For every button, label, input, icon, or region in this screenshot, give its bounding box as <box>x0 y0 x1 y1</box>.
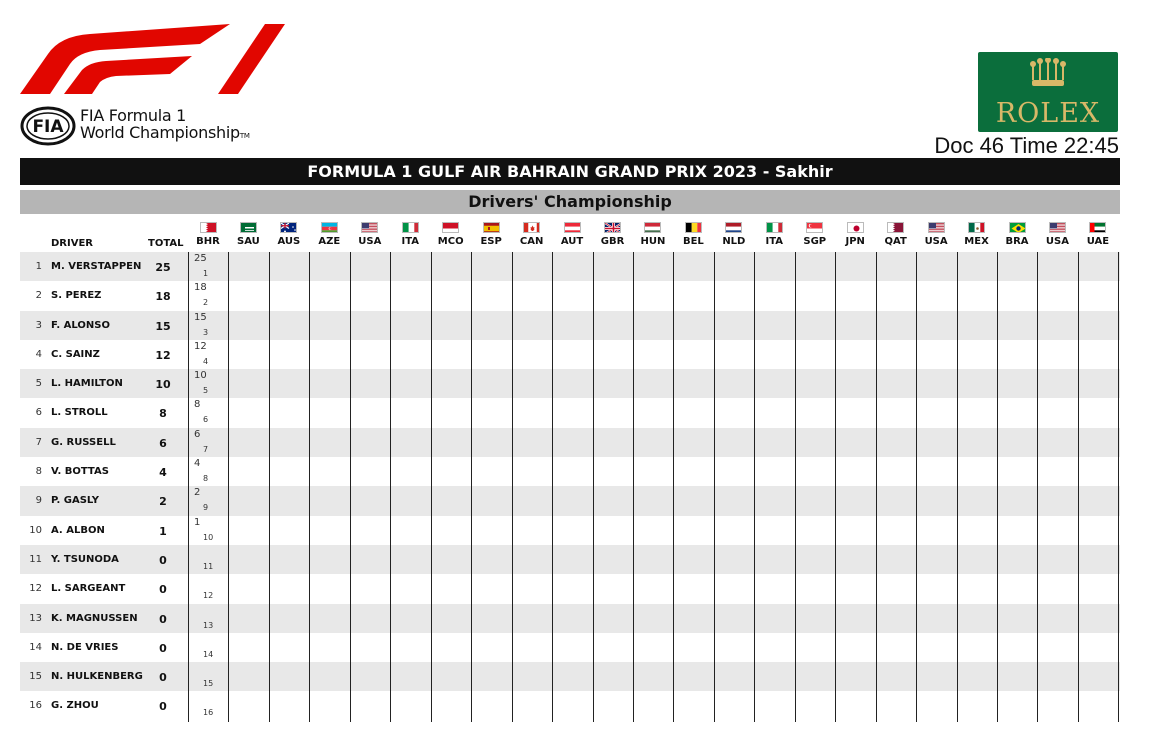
usa-flag-icon <box>361 222 378 233</box>
netherlands-flag-icon <box>725 222 742 233</box>
driver-total: 8 <box>159 407 167 421</box>
driver-total: 15 <box>155 319 171 333</box>
driver-total: 4 <box>159 466 167 480</box>
race-column-header-mco <box>431 220 471 247</box>
driver-name: A. ALBON <box>51 524 105 536</box>
driver-name: L. STROLL <box>51 407 108 419</box>
race-column-header-can <box>512 220 552 247</box>
race-finish-position: 14 <box>203 649 214 659</box>
race-code: SAU <box>237 236 260 247</box>
race-code: AUT <box>560 236 584 247</box>
race-column-header-qat <box>876 220 916 247</box>
uk-flag-icon <box>604 222 621 233</box>
table-row <box>20 457 1120 486</box>
standings-table <box>20 252 1120 721</box>
driver-total: 0 <box>159 553 167 567</box>
driver-total: 0 <box>159 700 167 714</box>
table-row <box>20 398 1120 427</box>
race-column-header-usa <box>916 220 956 247</box>
race-code: BEL <box>682 236 704 247</box>
fia-line1: FIA Formula 1 <box>80 106 187 125</box>
race-code: USA <box>358 236 382 247</box>
table-header <box>20 220 1120 252</box>
driver-position: 15 <box>29 671 42 683</box>
table-row <box>20 604 1120 633</box>
usa-flag-icon <box>1049 222 1066 233</box>
race-finish-position: 2 <box>203 298 209 308</box>
driver-total: 10 <box>155 378 171 392</box>
japan-flag-icon <box>847 222 864 233</box>
bahrain-flag-icon <box>200 222 217 233</box>
race-column-header-uae <box>1078 220 1118 247</box>
driver-position: 7 <box>35 436 42 448</box>
driver-position: 9 <box>35 495 42 507</box>
section-title: Drivers' Championship <box>20 190 1120 214</box>
canada-flag-icon <box>523 222 540 233</box>
table-row <box>20 486 1120 515</box>
race-code: JPN <box>845 236 865 247</box>
race-title: FORMULA 1 GULF AIR BAHRAIN GRAND PRIX 2023 - Sakhir <box>20 158 1120 185</box>
driver-position: 6 <box>35 407 42 419</box>
doc-time: Doc 46 Time 22:45 <box>934 133 1119 158</box>
hungary-flag-icon <box>644 222 661 233</box>
driver-total: 0 <box>159 671 167 685</box>
race-column-header-bel <box>673 220 713 247</box>
driver-name: V. BOTTAS <box>51 466 109 478</box>
race-column-header-gbr <box>593 220 633 247</box>
usa-flag-icon <box>928 222 945 233</box>
race-points: 4 <box>194 458 201 470</box>
race-finish-position: 9 <box>203 503 209 513</box>
fia-tm: TM <box>239 132 250 140</box>
driver-name: K. MAGNUSSEN <box>51 612 138 624</box>
table-row <box>20 252 1120 281</box>
race-column-header-aze <box>309 220 349 247</box>
uae-flag-icon <box>1089 222 1106 233</box>
driver-total: 0 <box>159 612 167 626</box>
race-points: 1 <box>194 516 201 528</box>
driver-total: 12 <box>155 348 171 362</box>
azerbaijan-flag-icon <box>321 222 338 233</box>
race-code: AZE <box>318 236 341 247</box>
race-column-header-mex <box>957 220 997 247</box>
rolex-logo <box>978 52 1118 132</box>
driver-position: 14 <box>29 641 42 653</box>
italy-flag-icon <box>766 222 783 233</box>
race-finish-position: 6 <box>203 415 209 425</box>
race-column-header-usa <box>350 220 390 247</box>
race-finish-position: 16 <box>203 708 214 718</box>
race-code: MCO <box>437 236 464 247</box>
table-row <box>20 516 1120 545</box>
crown-icon <box>1028 58 1068 92</box>
race-finish-position: 13 <box>203 620 214 630</box>
race-code: HUN <box>640 236 666 247</box>
race-column-header-sau <box>228 220 268 247</box>
race-points: 10 <box>194 370 207 382</box>
race-column-header-nld <box>714 220 754 247</box>
race-code: GBR <box>600 236 625 247</box>
driver-name: Y. TSUNODA <box>51 553 119 565</box>
belgium-flag-icon <box>685 222 702 233</box>
race-code: SGP <box>803 236 827 247</box>
race-finish-position: 8 <box>203 474 209 484</box>
race-code: ITA <box>401 236 419 247</box>
fia-line2: World Championship <box>80 123 240 142</box>
driver-name: L. SARGEANT <box>51 583 126 595</box>
table-row <box>20 281 1120 310</box>
table-row <box>20 574 1120 603</box>
race-points: 25 <box>194 253 207 264</box>
driver-position: 5 <box>35 378 42 390</box>
race-points: 12 <box>194 340 207 352</box>
driver-name: C. SAINZ <box>51 348 100 360</box>
driver-name: F. ALONSO <box>51 319 110 331</box>
driver-total: 25 <box>155 261 171 274</box>
table-row <box>20 311 1120 340</box>
driver-position: 12 <box>29 583 42 595</box>
driver-total: 0 <box>159 583 167 597</box>
australia-flag-icon <box>280 222 297 233</box>
driver-name: S. PEREZ <box>51 290 102 302</box>
driver-position: 11 <box>29 553 42 565</box>
race-code: ITA <box>765 236 784 247</box>
table-row <box>20 662 1120 691</box>
table-row <box>20 340 1120 369</box>
driver-total: 2 <box>159 495 167 509</box>
race-code: BHR <box>196 236 220 247</box>
race-column-header-aut <box>552 220 592 247</box>
svg-text:FIA: FIA <box>32 117 64 137</box>
race-finish-position: 15 <box>203 679 214 689</box>
driver-name: G. RUSSELL <box>51 436 116 448</box>
driver-total: 0 <box>159 641 167 655</box>
driver-name: G. ZHOU <box>51 700 99 712</box>
race-points: 6 <box>194 428 201 440</box>
race-code: ESP <box>480 236 502 247</box>
race-points: 2 <box>194 487 201 499</box>
race-column-header-esp <box>471 220 511 247</box>
race-column-header-bhr <box>188 220 228 247</box>
driver-name: N. DE VRIES <box>51 641 119 653</box>
race-code: UAE <box>1086 236 1110 247</box>
driver-name: P. GASLY <box>51 495 99 507</box>
race-column-header-hun <box>633 220 673 247</box>
race-code: USA <box>924 236 948 247</box>
fia-text <box>80 107 250 145</box>
race-code: QAT <box>884 236 907 247</box>
driver-name: L. HAMILTON <box>51 378 123 390</box>
table-row <box>20 545 1120 574</box>
fia-seal-icon <box>20 106 76 146</box>
race-finish-position: 7 <box>203 444 209 454</box>
race-finish-position: 12 <box>203 591 214 601</box>
driver-position: 8 <box>35 466 42 478</box>
fia-branding <box>20 104 250 148</box>
table-row <box>20 428 1120 457</box>
driver-position: 13 <box>29 612 42 624</box>
driver-name: N. HULKENBERG <box>51 671 143 683</box>
race-points: 15 <box>194 311 207 323</box>
rolex-wordmark: ROLEX <box>995 98 1101 129</box>
driver-position: 2 <box>35 290 42 302</box>
race-finish-position: 4 <box>203 356 209 366</box>
singapore-flag-icon <box>806 222 823 233</box>
mexico-flag-icon <box>968 222 985 233</box>
race-column-header-usa <box>1037 220 1077 247</box>
race-code: CAN <box>519 236 544 247</box>
race-code: NLD <box>722 236 746 247</box>
monaco-flag-icon <box>442 222 459 233</box>
race-points: 8 <box>194 399 201 411</box>
driver-total: 6 <box>159 436 167 450</box>
driver-total: 18 <box>155 290 171 304</box>
race-column-header-sgp <box>795 220 835 247</box>
f1-logo <box>20 24 285 96</box>
race-column-header-ita <box>754 220 794 247</box>
race-finish-position: 3 <box>203 327 209 337</box>
race-finish-position: 11 <box>203 561 214 571</box>
race-code: AUS <box>277 236 301 247</box>
spain-flag-icon <box>483 222 500 233</box>
qatar-flag-icon <box>887 222 904 233</box>
race-column-header-ita <box>390 220 430 247</box>
driver-position: 4 <box>35 348 42 360</box>
driver-position: 16 <box>29 700 42 712</box>
driver-total: 1 <box>159 524 167 538</box>
race-finish-position: 5 <box>203 386 209 396</box>
brazil-flag-icon <box>1009 222 1026 233</box>
driver-position: 10 <box>29 524 42 536</box>
table-row <box>20 633 1120 662</box>
race-column-header-jpn <box>835 220 875 247</box>
austria-flag-icon <box>564 222 581 233</box>
race-code: MEX <box>964 236 989 247</box>
driver-position: 1 <box>35 261 42 272</box>
driver-name: M. VERSTAPPEN <box>51 261 142 272</box>
race-points: 18 <box>194 282 207 294</box>
table-row <box>20 369 1120 398</box>
table-row <box>20 691 1120 720</box>
race-finish-position: 10 <box>203 532 214 542</box>
saudi-flag-icon <box>240 222 257 233</box>
italy-flag-icon <box>402 222 419 233</box>
race-code: BRA <box>1005 236 1029 247</box>
driver-column-header: DRIVER <box>51 238 93 249</box>
race-column-header-bra <box>997 220 1037 247</box>
driver-position: 3 <box>35 319 42 331</box>
total-column-header: TOTAL <box>148 238 184 249</box>
race-finish-position: 1 <box>203 269 209 278</box>
race-column-header-aus <box>269 220 309 247</box>
race-code: USA <box>1045 236 1069 247</box>
